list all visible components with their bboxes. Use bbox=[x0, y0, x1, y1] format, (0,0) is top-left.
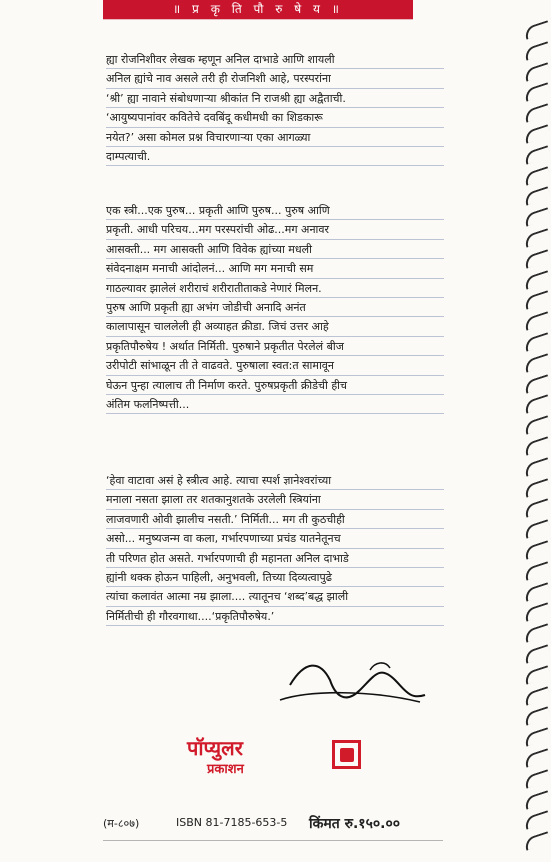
text-line: ह्यांनी थक्क होऊन पाहिली, अनुभवली, तिच्या दिव्यत्वापुढे bbox=[106, 568, 444, 587]
divider bbox=[103, 840, 443, 841]
book-footer bbox=[103, 806, 433, 836]
spiral-ring-icon bbox=[523, 249, 551, 268]
signature-icon bbox=[250, 650, 450, 720]
isbn: ISBN 81-7185-653-5 bbox=[176, 816, 288, 829]
spiral-ring-icon bbox=[523, 707, 551, 726]
spiral-ring-icon bbox=[523, 124, 551, 143]
spiral-ring-icon bbox=[523, 790, 551, 809]
text-line: ‘श्री’ ह्या नावाने संबोधणाऱ्या श्रीकांत नि राजश्री ह्या अद्वैताची. bbox=[106, 89, 444, 108]
spiral-binding bbox=[508, 0, 551, 862]
spiral-ring-icon bbox=[523, 145, 551, 164]
text-line: ‘आयुष्यपानांवर कवितेचे दवबिंदू कधीमधी का शिडकारू bbox=[106, 108, 444, 127]
text-line: कालापासून चाललेली ही अव्याहत क्रीडा. जिचं उत्तर आहे bbox=[106, 317, 444, 336]
spiral-ring-icon bbox=[523, 41, 551, 60]
text-line: उरीपोटी सांभाळून ती ते वाढवते. पुरुषाला स्वत:त सामावून bbox=[106, 356, 444, 375]
text-line: संवेदनाक्षम मनाची आंदोलनं... आणि मग मनाची सम bbox=[106, 259, 444, 278]
spiral-ring-icon bbox=[523, 270, 551, 289]
spiral-ring-icon bbox=[523, 415, 551, 434]
signature bbox=[250, 650, 450, 720]
text-line: अंतिम फलनिष्पत्ती... bbox=[106, 395, 444, 414]
spiral-ring-icon bbox=[523, 623, 551, 642]
text-line: प्रकृती. आधी परिचय...मग परस्परांची ओढ...मग अनावर bbox=[106, 220, 444, 239]
publisher-mark-icon bbox=[332, 740, 361, 769]
publisher-subtitle: प्रकाशन bbox=[207, 762, 244, 777]
spiral-ring-icon bbox=[523, 727, 551, 746]
text-line: निर्मितीची ही गौरवगाथा....‘प्रकृतिपौरुषेय.’ bbox=[106, 607, 444, 626]
spiral-ring-icon bbox=[523, 457, 551, 476]
page-title: ॥ प्र कृ ति पौ रु षे य ॥ bbox=[103, 0, 413, 20]
text-line: मनाला नसता झाला तर शतकानुशतके उरलेली स्त्रियांना bbox=[106, 490, 444, 509]
text-line: एक स्त्री...एक पुरुष... प्रकृती आणि पुरुष... पुरुष आणि bbox=[106, 201, 444, 220]
spiral-ring-icon bbox=[523, 103, 551, 122]
text-line: असो... मनुष्यजन्म वा कला, गर्भारपणाच्या प्रचंड यातनेतूनच bbox=[106, 529, 444, 548]
text-line: गाठल्यावर झालेलं शरीराचं शरीरातीताकडे नेणारं मिलन. bbox=[106, 279, 444, 298]
spiral-ring-icon bbox=[523, 291, 551, 310]
paragraph-2 bbox=[106, 201, 444, 414]
spiral-ring-icon bbox=[523, 748, 551, 767]
catalog-code: (म-८०७) bbox=[103, 817, 140, 830]
spiral-ring-icon bbox=[523, 395, 551, 414]
spiral-ring-icon bbox=[523, 228, 551, 247]
spiral-ring-icon bbox=[523, 499, 551, 518]
spiral-ring-icon bbox=[523, 478, 551, 497]
spiral-ring-icon bbox=[523, 603, 551, 622]
spiral-ring-icon bbox=[523, 811, 551, 830]
text-line: लाजवणारी ओवी झालीच नसती.’ निर्मिती... मग ती कुठचीही bbox=[106, 510, 444, 529]
text-line: ह्या रोजनिशीवर लेखक म्हणून अनिल दाभाडे आणि शायली bbox=[106, 50, 444, 69]
spiral-ring-icon bbox=[523, 665, 551, 684]
text-line: पुरुष आणि प्रकृती ह्या अभंग जोडीची अनादि अनंत bbox=[106, 298, 444, 317]
text-line: घेऊन पुन्हा त्यालाच ती निर्माण करते. पुरुषप्रकृती क्रीडेची हीच bbox=[106, 376, 444, 395]
spiral-ring-icon bbox=[523, 831, 551, 850]
spiral-ring-icon bbox=[523, 644, 551, 663]
price: किंमत रु.१५०.०० bbox=[309, 816, 401, 832]
spiral-ring-icon bbox=[523, 686, 551, 705]
text-line: प्रकृतिपौरुषेय ! अर्थात निर्मिती. पुरुषाने प्रकृतीत पेरलेलं बीज bbox=[106, 337, 444, 356]
spiral-ring-icon bbox=[523, 519, 551, 538]
spiral-ring-icon bbox=[523, 769, 551, 788]
text-line: त्यांचा कलावंत आत्मा नम्र झाला.... त्यातूनच ‘शब्द’बद्ध झाली bbox=[106, 587, 444, 606]
text-line: नयेत?’ असा कोमल प्रश्न विचारणाऱ्या एका आगळ्या bbox=[106, 128, 444, 147]
spiral-ring-icon bbox=[523, 332, 551, 351]
spiral-ring-icon bbox=[523, 540, 551, 559]
paragraph-3 bbox=[106, 471, 444, 626]
spiral-ring-icon bbox=[523, 374, 551, 393]
spiral-ring-icon bbox=[523, 353, 551, 372]
text-line: अनिल ह्यांचे नाव असले तरी ही रोजनिशी आहे, परस्परांना bbox=[106, 69, 444, 88]
spiral-ring-icon bbox=[523, 582, 551, 601]
spiral-ring-icon bbox=[523, 62, 551, 81]
text-line: ती परिणत होत असते. गर्भारपणाची ही महानता अनिल दाभाडे bbox=[106, 549, 444, 568]
spiral-ring-icon bbox=[523, 187, 551, 206]
publisher-logo bbox=[187, 734, 377, 784]
spiral-ring-icon bbox=[523, 20, 551, 39]
spiral-ring-icon bbox=[523, 561, 551, 580]
spiral-ring-icon bbox=[523, 311, 551, 330]
spiral-ring-icon bbox=[523, 166, 551, 185]
spiral-ring-icon bbox=[523, 83, 551, 102]
text-line: दाम्पत्याची. bbox=[106, 147, 444, 166]
publisher-name: पॉप्युलर bbox=[187, 736, 243, 760]
text-line: ‘हेवा वाटावा असं हे स्त्रीत्व आहे. त्याचा स्पर्श ज्ञानेश्वरांच्या bbox=[106, 471, 444, 490]
spiral-ring-icon bbox=[523, 207, 551, 226]
text-line: आसक्ती... मग आसक्ती आणि विवेक ह्यांच्या मधली bbox=[106, 240, 444, 259]
spiral-ring-icon bbox=[523, 436, 551, 455]
paragraph-1 bbox=[106, 50, 444, 166]
